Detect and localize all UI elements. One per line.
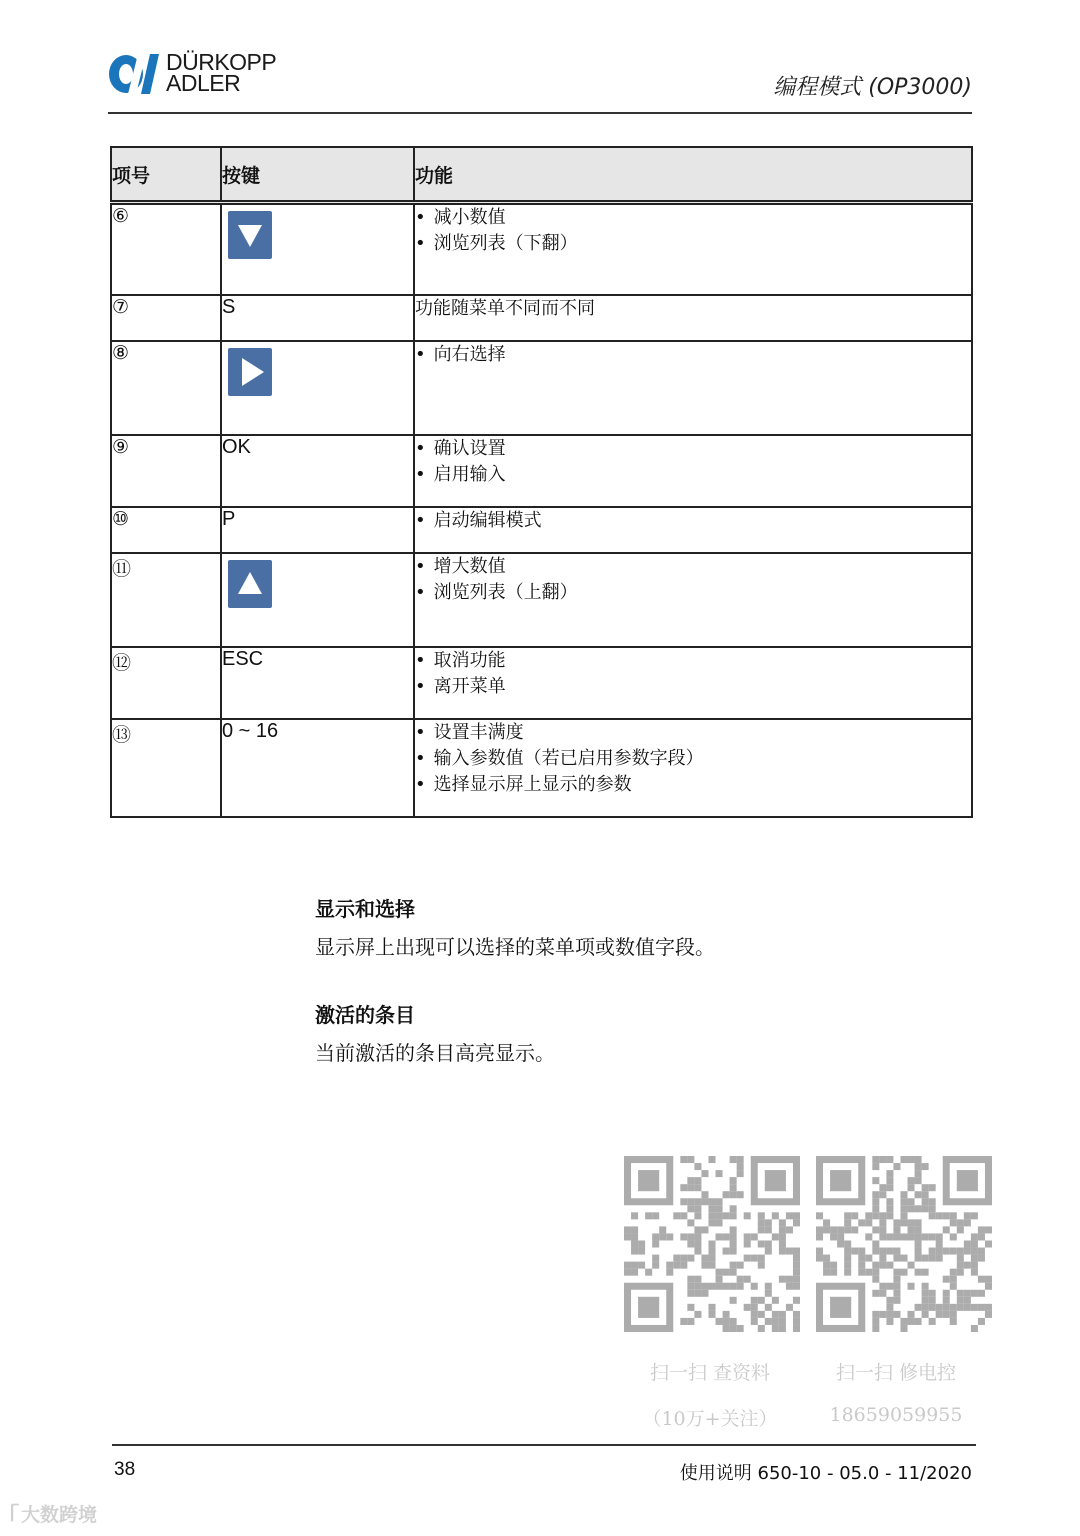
item-number: ⑪ bbox=[112, 558, 132, 580]
function-item bbox=[415, 508, 971, 534]
key-cell bbox=[221, 295, 414, 341]
function-text: 离开菜单 bbox=[433, 675, 506, 697]
function-item bbox=[415, 462, 971, 488]
function-item bbox=[415, 580, 971, 606]
section-text: 当前激活的条目高亮显示。 bbox=[315, 1041, 555, 1065]
item-number-cell bbox=[111, 647, 221, 719]
function-list bbox=[415, 720, 971, 798]
function-cell bbox=[414, 435, 972, 507]
function-item bbox=[415, 720, 971, 746]
brand-line-1: DÜRKOPP bbox=[166, 49, 277, 75]
item-number: ⑨ bbox=[112, 436, 130, 458]
section-display-select bbox=[315, 894, 715, 962]
section-heading: 显示和选择 bbox=[315, 897, 415, 921]
brand-line-2: ADLER bbox=[166, 70, 241, 96]
function-text: 输入参数值（若已启用参数字段） bbox=[433, 747, 704, 769]
qr-right-caption-2: 18659059955 bbox=[829, 1404, 963, 1426]
page-header-title: 编程模式 (OP3000) bbox=[773, 75, 972, 100]
function-cell bbox=[414, 507, 972, 553]
function-cell bbox=[414, 719, 972, 817]
item-number-cell bbox=[111, 341, 221, 435]
table-row bbox=[111, 507, 972, 553]
key-cell bbox=[221, 719, 414, 817]
function-text: 减小数值 bbox=[433, 207, 506, 228]
table-row bbox=[111, 435, 972, 507]
arrow-right-key-icon bbox=[228, 348, 272, 396]
watermark bbox=[10, 1500, 97, 1527]
function-item bbox=[415, 674, 971, 700]
function-text: 增大数值 bbox=[433, 555, 506, 577]
header-item-number: 项号 bbox=[111, 147, 221, 203]
item-number-cell bbox=[111, 507, 221, 553]
function-item bbox=[415, 342, 971, 368]
function-text: 设置丰满度 bbox=[433, 721, 524, 743]
function-list bbox=[415, 554, 971, 606]
arrow-up-key-icon bbox=[228, 560, 272, 608]
watermark-text: 大数跨境 bbox=[20, 1504, 97, 1526]
table-row bbox=[111, 341, 972, 435]
key-cell bbox=[221, 507, 414, 553]
section-heading: 激活的条目 bbox=[315, 1003, 415, 1027]
function-cell bbox=[414, 341, 972, 435]
function-text: 取消功能 bbox=[433, 649, 506, 671]
qr-right-caption-1: 扫一扫 修电控 bbox=[835, 1362, 957, 1384]
section-active-entry bbox=[315, 1000, 555, 1068]
key-label: OK bbox=[222, 435, 251, 458]
item-number-cell bbox=[111, 719, 221, 817]
function-list bbox=[415, 648, 971, 700]
function-text: 浏览列表（上翻） bbox=[433, 581, 578, 603]
item-number: ⑦ bbox=[112, 296, 130, 318]
table-row bbox=[111, 647, 972, 719]
footer-divider bbox=[112, 1444, 976, 1446]
function-text: 选择显示屏上显示的参数 bbox=[433, 773, 632, 795]
item-number: ⑫ bbox=[112, 652, 132, 674]
qr-left-caption-2: （10万+关注） bbox=[642, 1408, 778, 1430]
header-function: 功能 bbox=[414, 147, 972, 203]
key-label: ESC bbox=[222, 647, 264, 670]
item-number-cell bbox=[111, 435, 221, 507]
key-cell bbox=[221, 647, 414, 719]
item-number: ⑧ bbox=[112, 342, 130, 364]
table-row bbox=[111, 295, 972, 341]
function-text: 确认设置 bbox=[433, 437, 506, 459]
function-item bbox=[415, 648, 971, 674]
item-number-cell bbox=[111, 553, 221, 647]
function-item bbox=[415, 436, 971, 462]
item-number: ⑩ bbox=[112, 508, 130, 530]
key-label: P bbox=[222, 507, 236, 530]
item-number: ⑬ bbox=[112, 724, 132, 746]
section-text: 显示屏上出现可以选择的菜单项或数值字段。 bbox=[315, 935, 715, 959]
function-cell bbox=[414, 203, 972, 295]
key-function-table bbox=[110, 146, 973, 818]
table-row bbox=[111, 719, 972, 817]
document-reference: 使用说明 650-10 - 05.0 - 11/2020 bbox=[679, 1463, 972, 1484]
function-list bbox=[415, 342, 971, 368]
item-number: ⑥ bbox=[112, 206, 130, 227]
function-text: 启动编辑模式 bbox=[433, 509, 542, 531]
arrow-down-key-icon bbox=[228, 211, 272, 259]
key-label: S bbox=[222, 295, 236, 318]
function-item bbox=[415, 231, 971, 257]
item-number-cell bbox=[111, 203, 221, 295]
function-cell bbox=[414, 647, 972, 719]
durkopp-adler-logo bbox=[108, 49, 298, 98]
function-cell bbox=[414, 553, 972, 647]
key-label: 0 ~ 16 bbox=[222, 719, 279, 742]
function-item bbox=[415, 772, 971, 798]
table-header-row bbox=[111, 147, 972, 203]
qr-code-left bbox=[624, 1156, 800, 1332]
function-text: 功能随菜单不同而不同 bbox=[415, 297, 595, 319]
qr-code-right bbox=[816, 1156, 992, 1332]
table-row bbox=[111, 203, 972, 295]
key-cell bbox=[221, 203, 414, 295]
header-key: 按键 bbox=[221, 147, 414, 203]
watermark-logo-icon: ᥬ bbox=[10, 1504, 21, 1526]
item-number-cell bbox=[111, 295, 221, 341]
header-divider bbox=[108, 112, 972, 114]
function-cell bbox=[414, 295, 972, 341]
table-body bbox=[111, 203, 972, 817]
function-text: 向右选择 bbox=[433, 343, 506, 365]
qr-left-caption-1: 扫一扫 查资料 bbox=[649, 1362, 771, 1384]
function-list bbox=[415, 436, 971, 488]
function-item bbox=[415, 746, 971, 772]
function-item bbox=[415, 554, 971, 580]
key-cell bbox=[221, 435, 414, 507]
key-cell bbox=[221, 341, 414, 435]
key-cell bbox=[221, 553, 414, 647]
function-list bbox=[415, 508, 971, 534]
function-list bbox=[415, 205, 971, 257]
function-item bbox=[415, 205, 971, 231]
function-text: 浏览列表（下翻） bbox=[433, 233, 578, 254]
page-number: 38 bbox=[114, 1459, 136, 1480]
function-text: 启用输入 bbox=[433, 463, 506, 485]
table-row bbox=[111, 553, 972, 647]
logo-mark-icon bbox=[108, 52, 160, 96]
